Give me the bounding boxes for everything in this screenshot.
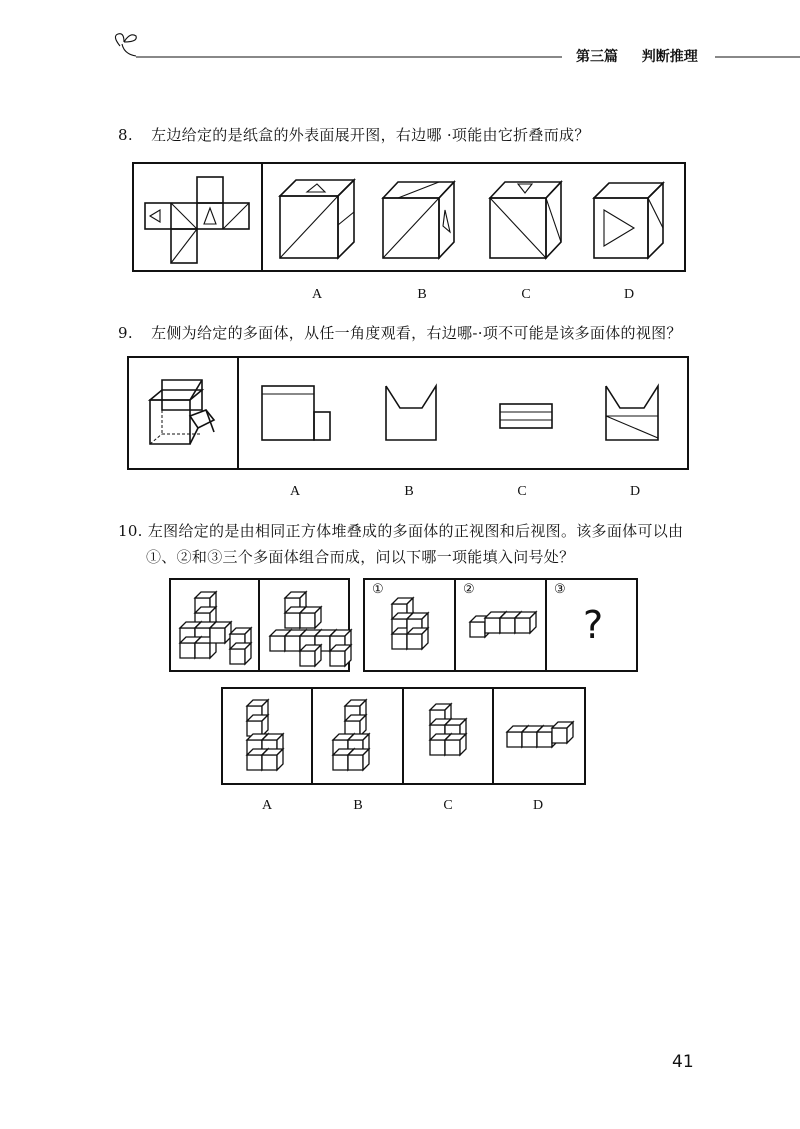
option-b-cube <box>348 749 369 770</box>
part-label-3: ③ <box>554 582 566 597</box>
back-view-cube <box>330 645 351 666</box>
back-view-cube <box>300 607 321 628</box>
page-number: 41 <box>672 1052 694 1072</box>
front-view-cube <box>230 643 251 664</box>
back-view-cube <box>300 645 321 666</box>
q9-text: 左侧为给定的多面体，从任一角度观看，右边哪-·项不可能是该多面体的视图？ <box>151 324 682 342</box>
q9-option-b[interactable]: B <box>404 484 414 499</box>
part2-cube <box>515 612 536 633</box>
q10-number: 10. <box>118 522 143 540</box>
option-d-cube <box>552 722 573 743</box>
header-title: 判断推理 <box>641 49 698 65</box>
q8-option-d[interactable]: D <box>623 287 635 302</box>
q10-text-line1: 左图给定的是由相同正方体堆叠成的多面体的正视图和后视图。该多面体可以由 <box>147 522 684 540</box>
option-c-cube <box>445 734 466 755</box>
q8-option-b[interactable]: B <box>417 287 427 302</box>
part-label-1: ① <box>372 582 384 597</box>
q10-text-line2: ①、②和③三个多面体组合而成，问以下哪一项能填入问号处？ <box>146 548 575 566</box>
q9-number: 9. <box>118 324 133 342</box>
q8-option-a[interactable]: A <box>311 287 323 302</box>
question-mark: ? <box>583 603 604 647</box>
q8-number: 8. <box>118 126 133 144</box>
header-section: 第三篇 <box>576 49 618 65</box>
q8-option-c[interactable]: C <box>521 287 531 302</box>
q9-option-c[interactable]: C <box>517 484 527 499</box>
q8-text: 左边给定的是纸盒的外表面展开图，右边哪 ·项能由它折叠而成？ <box>151 126 590 144</box>
q10-option-c[interactable]: C <box>443 798 453 813</box>
q9-option-a[interactable]: A <box>289 484 301 499</box>
q10-option-d[interactable]: D <box>532 798 544 813</box>
q10-option-b[interactable]: B <box>353 798 363 813</box>
q9-option-d[interactable]: D <box>629 484 641 499</box>
part1-cube <box>407 628 428 649</box>
option-a-cube <box>262 749 283 770</box>
part-label-2: ② <box>463 582 475 597</box>
q10-option-a[interactable]: A <box>261 798 273 813</box>
option-b-cube <box>345 715 366 736</box>
front-view-cube <box>210 622 231 643</box>
option-a-cube <box>247 715 268 736</box>
